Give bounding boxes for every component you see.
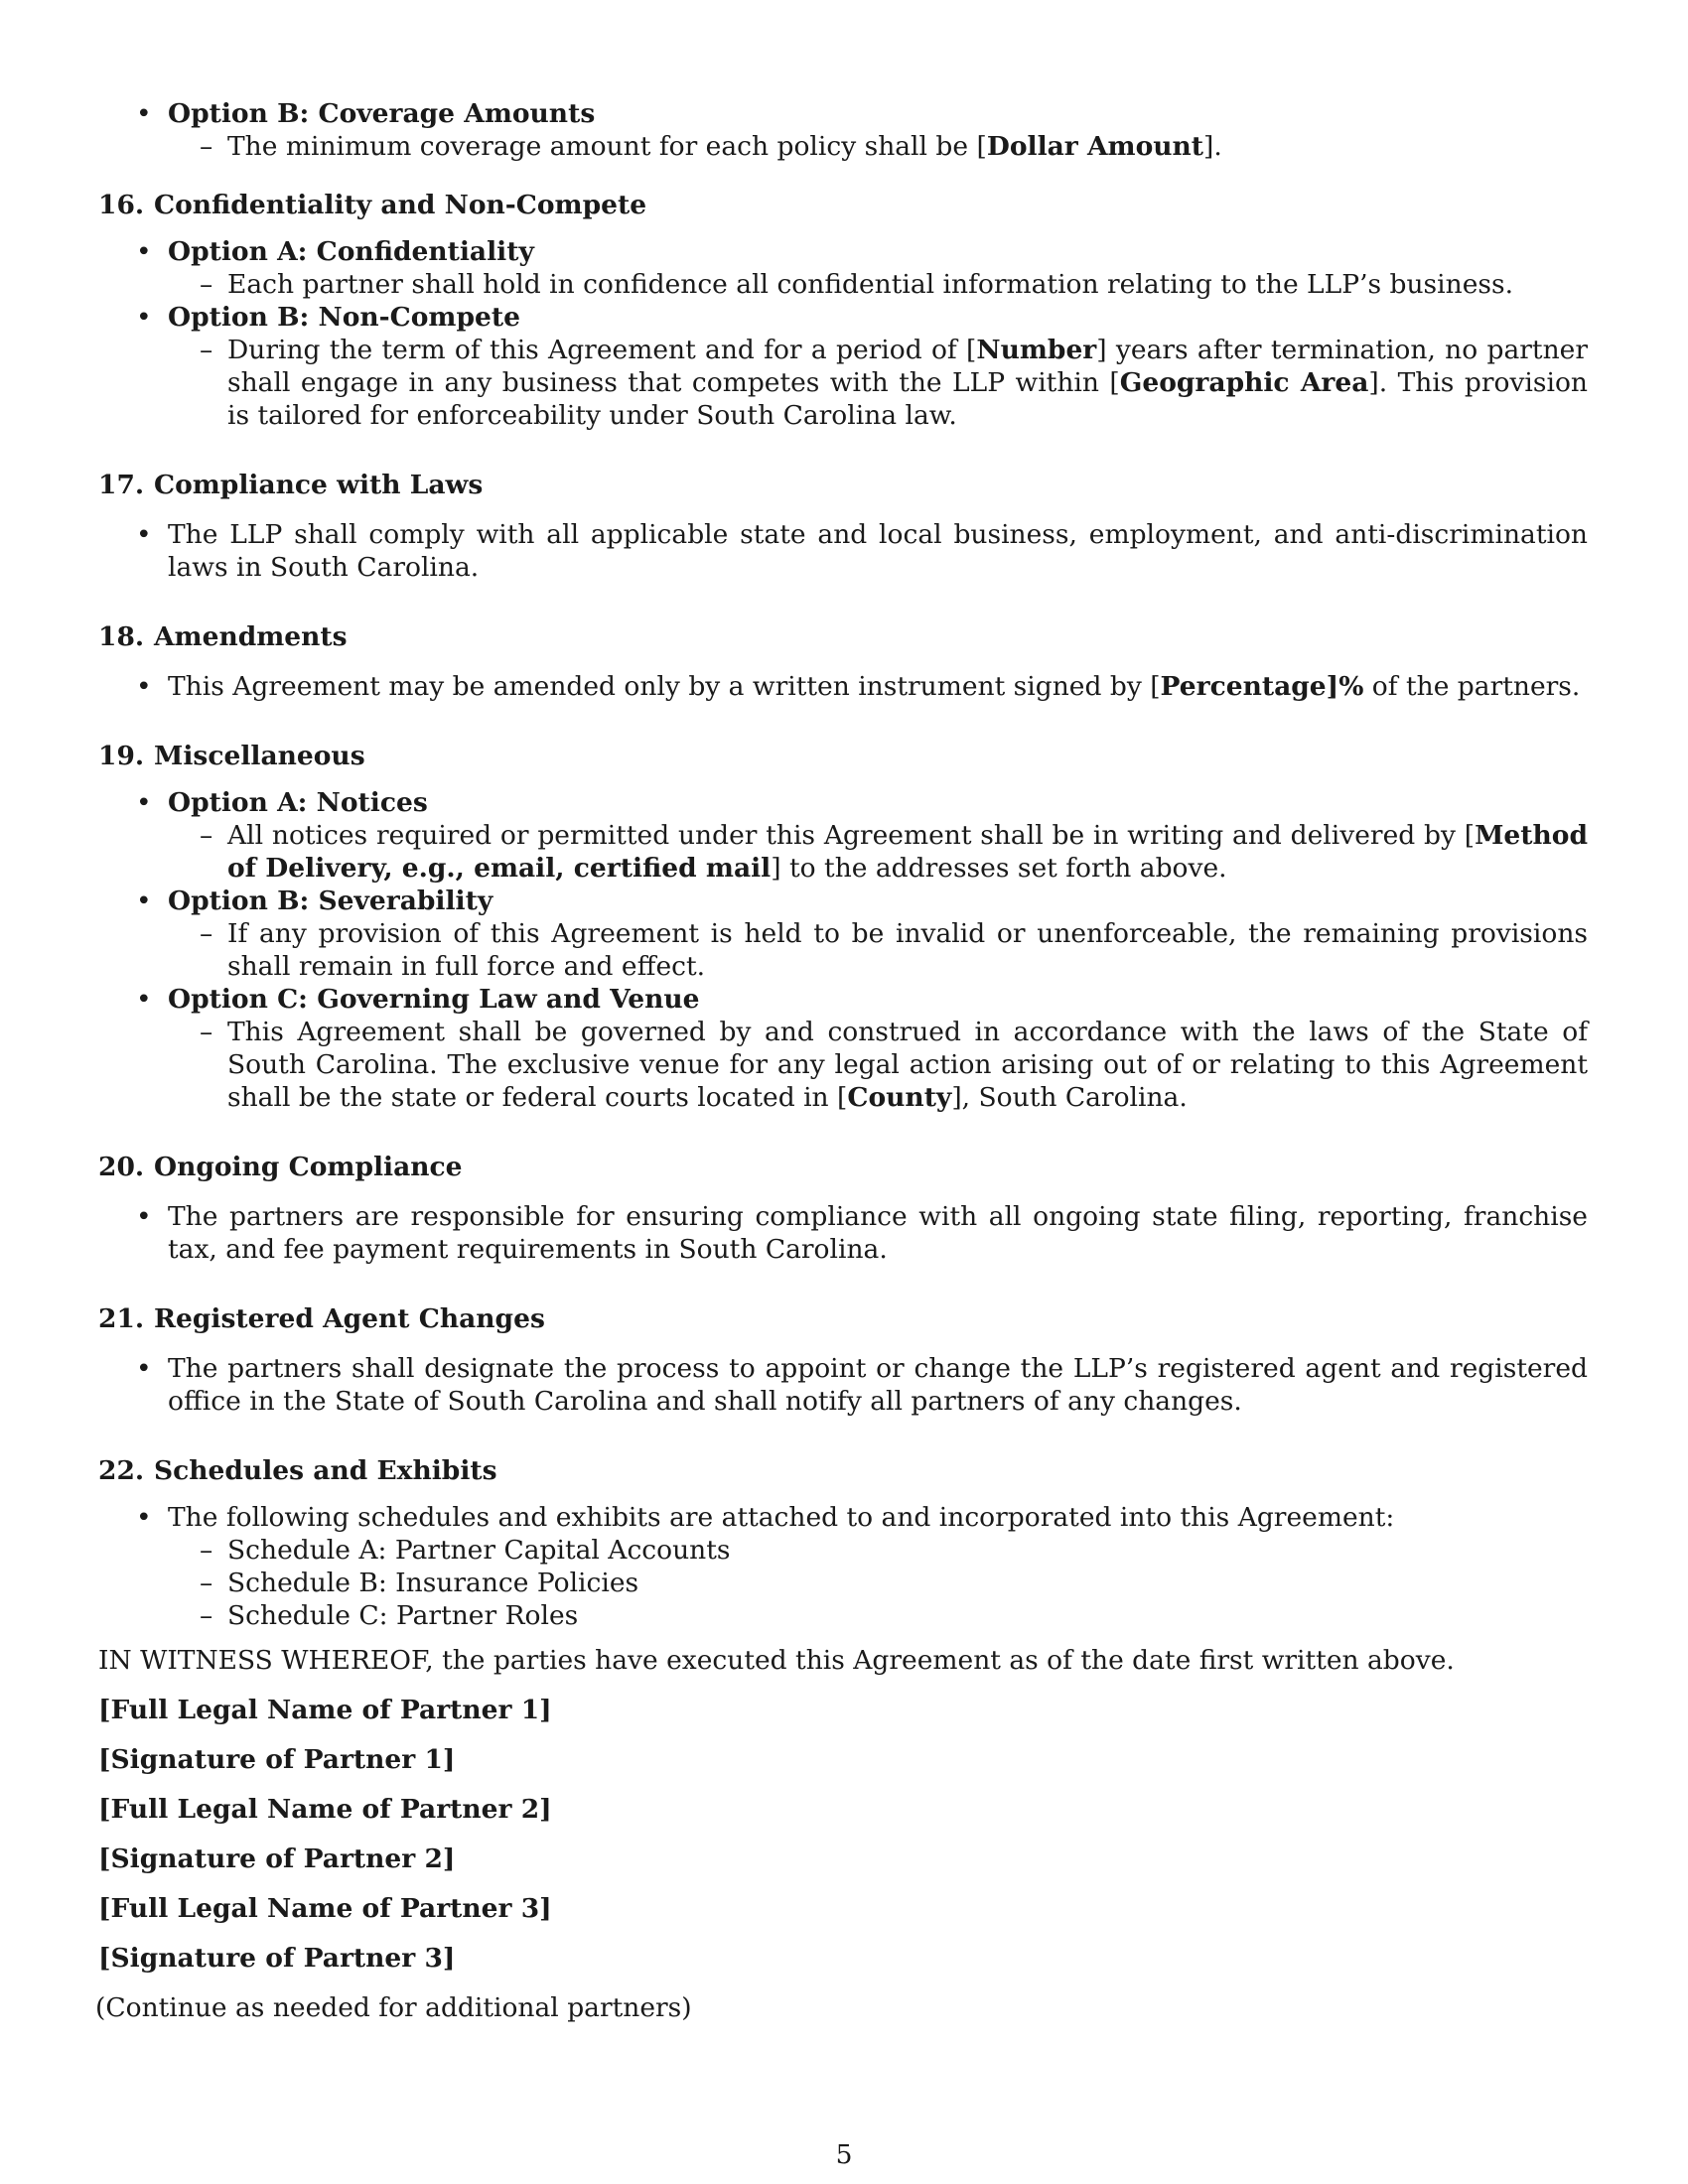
governing-law-clause xyxy=(168,1016,1588,1114)
section-19-option-b-details xyxy=(168,917,1588,983)
non-compete-text-3: ]. This provision is tailored for enforceability under South Carolina law. xyxy=(227,367,1588,431)
county-placeholder: County xyxy=(847,1082,952,1113)
section-19-option-a-title: Option A: Notices xyxy=(168,787,428,818)
section-21-number: 21. xyxy=(98,1303,145,1334)
continue-note: (Continue as needed for additional partners) xyxy=(95,1992,692,2023)
section-20 xyxy=(98,1151,1588,1266)
section-22-heading xyxy=(98,1454,1588,1487)
partner-2-signature-placeholder: Signature of Partner 2 xyxy=(110,1843,443,1874)
section-20-title: Ongoing Compliance xyxy=(154,1152,463,1182)
confidentiality-clause: – Each partner shall hold in confidence all confidential information relating to the LLP’s business. xyxy=(168,268,1588,301)
section-17-number: 17. xyxy=(98,470,145,500)
section-18-title: Amendments xyxy=(154,621,348,652)
partner-3-name-placeholder: Full Legal Name of Partner 3 xyxy=(110,1893,540,1924)
notices-clause xyxy=(168,819,1588,885)
section-22-items xyxy=(98,1501,1588,1632)
section-19-number: 19. xyxy=(98,741,145,771)
coverage-option-b-details xyxy=(168,130,1588,163)
schedules-intro-item xyxy=(98,1501,1588,1632)
number-placeholder: Number xyxy=(976,335,1097,365)
coverage-clause-end: ]. xyxy=(1203,131,1222,162)
partner-1-signature-placeholder: Signature of Partner 1 xyxy=(110,1744,443,1775)
signature-block-signature-1: [Signature of Partner 1] xyxy=(98,1744,456,1775)
signature-block-signature-2: [Signature of Partner 2] xyxy=(98,1843,456,1874)
registered-agent-clause: • The partners shall designate the process to appoint or change the LLP’s registered agent and registered office in the State of South Carolina and shall notify all partners of any changes. xyxy=(98,1352,1588,1418)
coverage-amount-clause xyxy=(168,130,1588,163)
witness-statement: IN WITNESS WHEREOF, the parties have executed this Agreement as of the date first written above. xyxy=(98,1645,1455,1676)
compliance-laws-clause: • The LLP shall comply with all applicable state and local business, employment, and anti-discrimination laws in South Carolina. xyxy=(98,518,1588,584)
section-21 xyxy=(98,1302,1588,1418)
section-19 xyxy=(98,740,1588,1114)
percent-sign: ]% xyxy=(1326,671,1364,702)
section-18-heading xyxy=(98,620,1588,653)
amendments-text-1: This Agreement may be amended only by a written instrument signed by [ xyxy=(168,671,1161,702)
coverage-option-b xyxy=(98,97,1588,163)
section-16-option-a-details xyxy=(168,268,1588,301)
governing-law-text-1: This Agreement shall be governed by and construed in accordance with the laws of the State of South Carolina. The exclusive venue for any legal action arising out of or relating to this Agreement shall be the state or federal courts located in [ xyxy=(227,1017,1588,1113)
signature-block-name-2: [Full Legal Name of Partner 2] xyxy=(98,1794,552,1825)
section-21-items xyxy=(98,1352,1588,1418)
section-16-option-b xyxy=(98,301,1588,432)
amendments-clause xyxy=(98,670,1588,703)
section-16-option-b-details xyxy=(168,334,1588,432)
schedule-a-item: – Schedule A: Partner Capital Accounts xyxy=(168,1534,1588,1567)
partner-3-signature-placeholder: Signature of Partner 3 xyxy=(110,1943,443,1974)
section-17 xyxy=(98,469,1588,584)
section-16 xyxy=(98,189,1588,432)
section-19-option-c-details xyxy=(168,1016,1588,1114)
document-page xyxy=(95,97,1588,2024)
section-19-heading xyxy=(98,740,1588,772)
section-16-title: Confidentiality and Non-Compete xyxy=(154,190,647,220)
section-17-title: Compliance with Laws xyxy=(154,470,484,500)
section-17-heading xyxy=(98,469,1588,501)
dollar-amount-placeholder: Dollar Amount xyxy=(986,131,1204,162)
section-19-option-a xyxy=(98,786,1588,885)
partner-2-name-placeholder: Full Legal Name of Partner 2 xyxy=(110,1794,540,1825)
geographic-area-placeholder: Geographic Area xyxy=(1119,367,1369,398)
section-19-option-c xyxy=(98,983,1588,1114)
section-19-option-b xyxy=(98,885,1588,983)
severability-clause: – If any provision of this Agreement is held to be invalid or unenforceable, the remaining provisions shall remain in full force and effect. xyxy=(168,917,1588,983)
signature-block-name-3: [Full Legal Name of Partner 3] xyxy=(98,1893,552,1924)
section-22-number: 22. xyxy=(98,1455,145,1486)
coverage-option-b-title: Option B: Coverage Amounts xyxy=(168,98,596,129)
section-20-number: 20. xyxy=(98,1152,145,1182)
percentage-placeholder: Percentage xyxy=(1160,671,1327,702)
section-19-title: Miscellaneous xyxy=(154,741,365,771)
section-16-option-a xyxy=(98,235,1588,301)
schedules-intro-text: The following schedules and exhibits are attached to and incorporated into this Agreement: xyxy=(168,1502,1395,1533)
section-19-option-b-title: Option B: Severability xyxy=(168,886,493,916)
partner-1-name-placeholder: Full Legal Name of Partner 1 xyxy=(110,1695,540,1725)
section-16-number: 16. xyxy=(98,190,145,220)
section-21-heading xyxy=(98,1302,1588,1335)
section-16-options xyxy=(98,235,1588,432)
section-16-option-a-title: Option A: Confidentiality xyxy=(168,236,534,267)
signature-block-signature-3: [Signature of Partner 3] xyxy=(98,1943,456,1974)
governing-law-text-2: ], South Carolina. xyxy=(951,1082,1188,1113)
section-20-heading xyxy=(98,1151,1588,1183)
section-20-items xyxy=(98,1200,1588,1266)
section-19-option-a-details xyxy=(168,819,1588,885)
section-18-number: 18. xyxy=(98,621,145,652)
section-19-options xyxy=(98,786,1588,1114)
amendments-text-2: of the partners. xyxy=(1363,671,1581,702)
signature-block-name-1: [Full Legal Name of Partner 1] xyxy=(98,1695,552,1725)
coverage-option-list xyxy=(98,97,1588,163)
notices-text-2: ] to the addresses set forth above. xyxy=(771,853,1227,884)
non-compete-text-2: ] years after termination, no partner shall engage in any business that competes with the LLP within [ xyxy=(227,335,1588,398)
schedule-b-item: – Schedule B: Insurance Policies xyxy=(168,1567,1588,1599)
ongoing-compliance-clause: • The partners are responsible for ensuring compliance with all ongoing state filing, reporting, franchise tax, and fee payment requirements in South Carolina. xyxy=(98,1200,1588,1266)
page-number: 5 xyxy=(835,2139,853,2170)
section-18-items xyxy=(98,670,1588,703)
non-compete-text-1: During the term of this Agreement and for a period of [ xyxy=(227,335,977,365)
non-compete-clause xyxy=(168,334,1588,432)
section-17-items xyxy=(98,518,1588,584)
delivery-method-placeholder: Method of Delivery, e.g., email, certified mail xyxy=(227,820,1588,884)
section-22 xyxy=(98,1454,1588,1632)
section-22-title: Schedules and Exhibits xyxy=(154,1455,497,1486)
section-19-option-c-title: Option C: Governing Law and Venue xyxy=(168,984,700,1015)
coverage-clause-text: The minimum coverage amount for each policy shall be [ xyxy=(227,131,987,162)
section-21-title: Registered Agent Changes xyxy=(154,1303,545,1334)
section-18 xyxy=(98,620,1588,703)
schedule-list xyxy=(168,1534,1588,1632)
schedule-c-item: – Schedule C: Partner Roles xyxy=(168,1599,1588,1632)
notices-text-1: All notices required or permitted under this Agreement shall be in writing and delivered by [ xyxy=(227,820,1476,851)
section-16-heading xyxy=(98,189,1588,221)
section-16-option-b-title: Option B: Non-Compete xyxy=(168,302,520,333)
